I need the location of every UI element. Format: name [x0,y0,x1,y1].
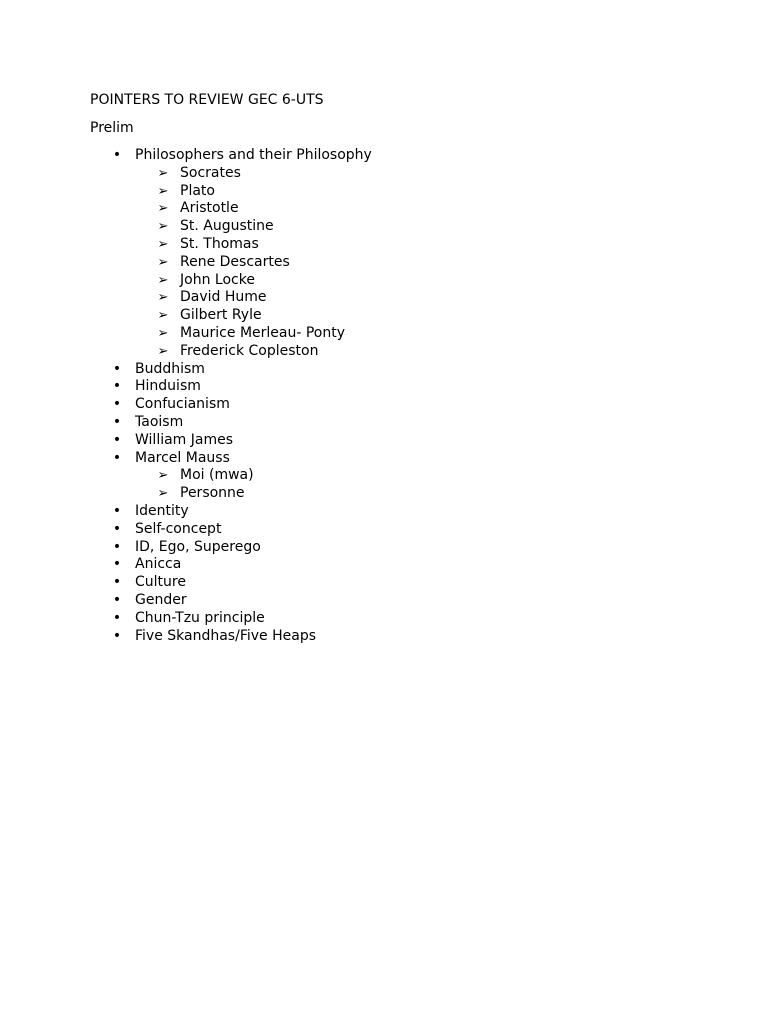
list-item-text: Frederick Copleston [180,342,319,359]
bullet-icon: • [112,413,122,430]
arrowhead-bullet-icon: ➢ [157,486,169,502]
arrowhead-bullet-icon: ➢ [157,308,169,324]
document-title: POINTERS TO REVIEW GEC 6-UTS [90,92,324,108]
list-item-text: Socrates [180,164,241,181]
arrowhead-bullet-icon: ➢ [157,325,169,341]
bullet-icon: • [112,502,122,519]
section-heading: Prelim [90,120,134,136]
bullet-icon: • [112,591,122,608]
list-item-text: Self-concept [135,520,222,537]
list-item-text: Identity [135,502,189,519]
arrowhead-bullet-icon: ➢ [157,254,169,270]
bullet-icon: • [112,609,122,626]
list-item-text: Maurice Merleau- Ponty [180,324,345,341]
list-item-text: Aristotle [180,200,239,217]
arrowhead-bullet-icon: ➢ [157,343,169,359]
list-item-text: Hinduism [135,378,201,395]
list-item-text: John Locke [180,271,255,288]
list-item-text: Moi (mwa) [180,467,254,484]
list-item-text: Five Skandhas/Five Heaps [135,627,316,644]
list-item-text: David Hume [180,289,267,306]
arrowhead-bullet-icon: ➢ [157,219,169,235]
bullet-icon: • [112,378,122,395]
bullet-icon: • [112,520,122,537]
list-item-text: Buddhism [135,360,205,377]
bullet-icon: • [112,396,122,413]
list-item-text: ID, Ego, Superego [135,538,261,555]
list-item-text: Chun-Tzu principle [135,609,265,626]
list-item-text: Plato [180,182,215,199]
list-item-text: Confucianism [135,396,230,413]
arrowhead-bullet-icon: ➢ [157,165,169,181]
list-item-text: Philosophers and their Philosophy [135,147,372,163]
bullet-icon: • [112,538,122,555]
list-item-text: Taoism [135,413,184,430]
bullet-icon: • [112,449,122,466]
arrowhead-bullet-icon: ➢ [157,236,169,252]
list-item-text: Culture [135,574,186,591]
arrowhead-bullet-icon: ➢ [157,468,169,484]
list-item-text: St. Thomas [180,235,259,252]
list-item-text: Gender [135,591,187,608]
arrowhead-bullet-icon: ➢ [157,290,169,306]
list-item-text: Personne [180,485,245,502]
arrowhead-bullet-icon: ➢ [157,272,169,288]
arrowhead-bullet-icon: ➢ [157,201,169,217]
arrowhead-bullet-icon: ➢ [157,183,169,199]
list-item-text: St. Augustine [180,218,274,235]
list-item-text: Anicca [135,556,182,573]
list-item-text: Gilbert Ryle [180,307,262,324]
bullet-icon: • [112,431,122,448]
bullet-icon: • [112,574,122,591]
bullet-icon: • [112,360,122,377]
bullet-icon: • [112,147,122,163]
bullet-icon: • [112,627,122,644]
bullet-icon: • [112,556,122,573]
list-item-text: Rene Descartes [180,253,290,270]
list-item-text: Marcel Mauss [135,449,230,466]
list-item-text: William James [135,431,234,448]
